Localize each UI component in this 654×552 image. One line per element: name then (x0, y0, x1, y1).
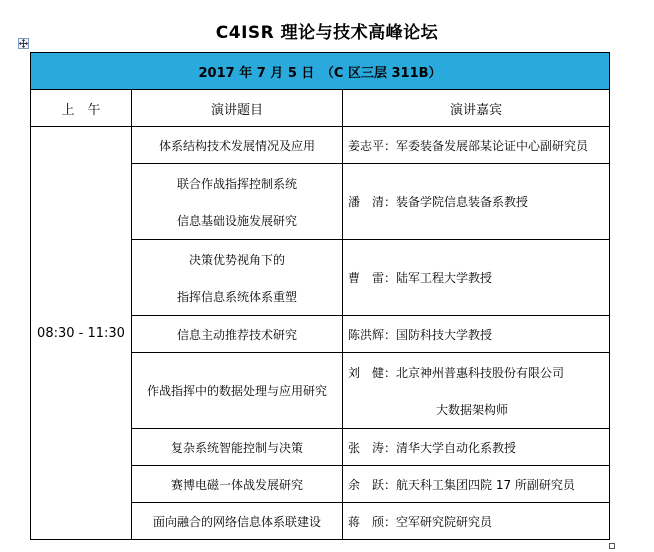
agenda-table (30, 52, 610, 540)
talk-topic: 作战指挥中的数据处理与应用研究 (132, 353, 343, 429)
table-resize-handle[interactable] (609, 543, 615, 549)
table-move-handle-icon[interactable] (18, 38, 29, 49)
talk-speaker: 张 涛：清华大学自动化系教授 (343, 429, 610, 466)
talk-speaker: 陈洪辉：国防科技大学教授 (343, 316, 610, 353)
date-location-text: 2017 年 7 月 5 日 （C 区三层 311B） (198, 65, 442, 81)
talk-topic: 信息主动推荐技术研究 (132, 316, 343, 353)
table-row (31, 127, 610, 164)
header-speaker: 演讲嘉宾 (343, 90, 610, 127)
talk-speaker: 刘 健：北京神州普惠科技股份有限公司 大数据架构师 (343, 353, 610, 429)
talk-speaker: 蒋 颀：空军研究院研究员 (343, 503, 610, 540)
talk-topic: 复杂系统智能控制与决策 (132, 429, 343, 466)
talk-topic: 联合作战指挥控制系统 信息基础设施发展研究 (132, 164, 343, 240)
talk-speaker: 潘 清：装备学院信息装备系教授 (343, 164, 610, 240)
talk-topic: 面向融合的网络信息体系联建设 (132, 503, 343, 540)
page-title: C4ISR 理论与技术高峰论坛 (215, 23, 439, 43)
talk-topic: 赛博电磁一体战发展研究 (132, 466, 343, 503)
header-time: 上 午 (31, 90, 132, 127)
talk-topic: 体系结构技术发展情况及应用 (132, 127, 343, 164)
talk-topic: 决策优势视角下的 指挥信息系统体系重塑 (132, 240, 343, 316)
header-topic: 演讲题目 (132, 90, 343, 127)
talk-speaker: 余 跃：航天科工集团四院 17 所副研究员 (343, 466, 610, 503)
date-location-banner (31, 53, 610, 90)
time-slot: 08:30 - 11:30 (31, 127, 132, 540)
talk-speaker: 曹 雷：陆军工程大学教授 (343, 240, 610, 316)
talk-speaker: 姜志平：军委装备发展部某论证中心副研究员 (343, 127, 610, 164)
